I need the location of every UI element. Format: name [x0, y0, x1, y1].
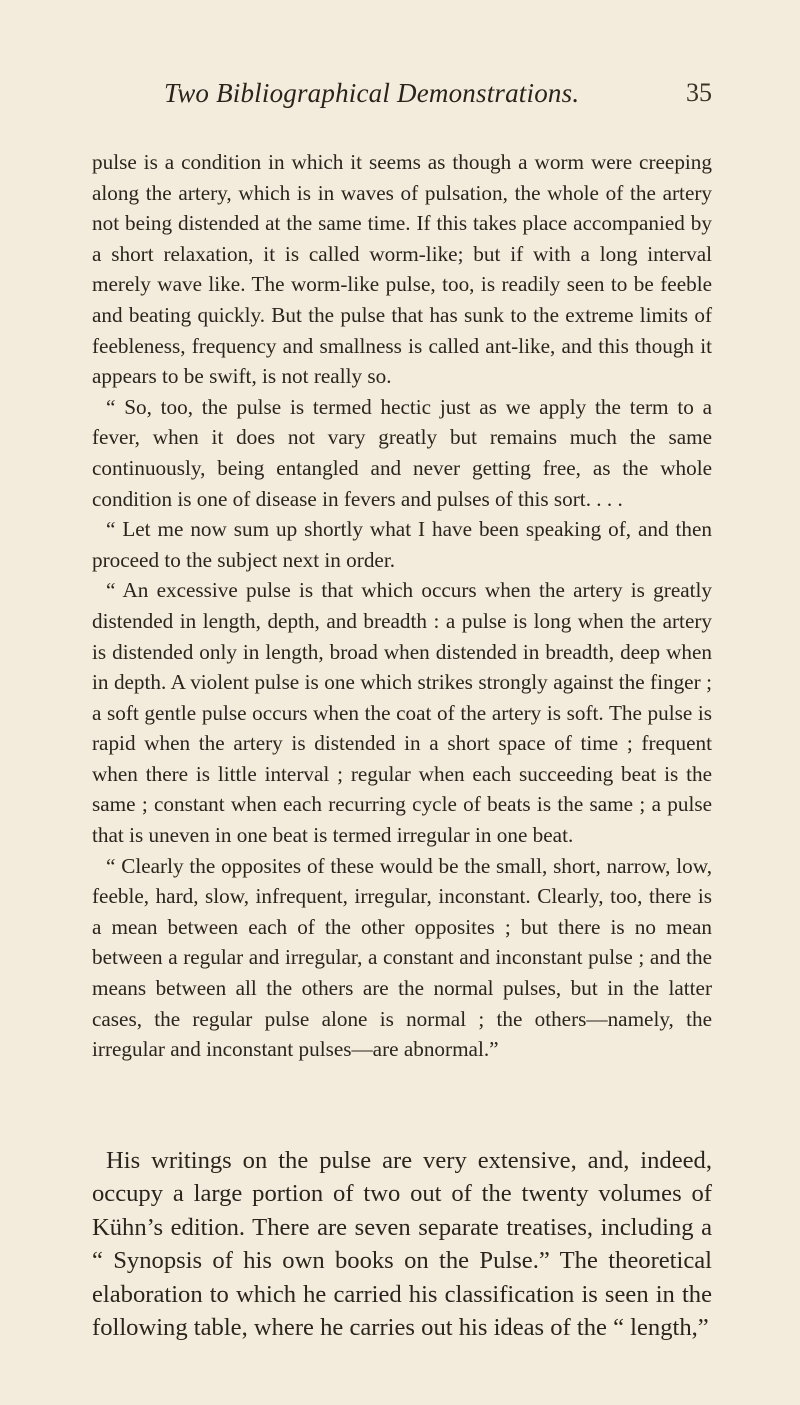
- quoted-passage: [92, 147, 712, 1065]
- body-text: [92, 1144, 712, 1344]
- running-head: [92, 78, 712, 118]
- quote-paragraph: “ Clearly the opposites of these would be the small, short, narrow, low, feeble, hard, slow, infrequent, irregular, inconstant. Clearly, too, there is a mean between each of the other opposites ; but there is no mean between a regular and irregular, a constant and inconstant pulse ; and the means between all the others are the normal pulses, but in the latter cases, the regular pulse alone is normal ; the others—namely, the irregular and inconstant pulses—are abnormal.”: [92, 853, 712, 1062]
- running-title: Two Bibliographical Demonstrations.: [164, 78, 580, 108]
- quote-paragraph: “ An excessive pulse is that which occurs when the artery is greatly distended in length, depth, and breadth : a pulse is long when the artery is distended only in length, broad when distended in breadth, deep when in depth. A violent pulse is one which strikes strongly against the finger ; a soft gentle pulse occurs when the coat of the artery is soft. The pulse is rapid when the artery is distended in a short space of time ; frequent when there is little interval ; regular when each succeeding beat is the same ; constant when each recurring cycle of beats is the same ; a pulse that is uneven in one beat is termed irregular in one beat.: [92, 578, 712, 848]
- quote-paragraph: “ So, too, the pulse is termed hectic just as we apply the term to a fever, when it does not vary greatly but remains much the same continuously, being entangled and never getting free, as the whole condition is one of disease in fevers and pulses of this sort. . . .: [92, 394, 712, 511]
- quote-paragraph: “ Let me now sum up shortly what I have been speaking of, and then proceed to the subject next in order.: [92, 517, 712, 572]
- page-number: 35: [686, 78, 712, 107]
- quote-paragraph: pulse is a condition in which it seems as though a worm were creeping along the artery, which is in waves of pulsation, the whole of the artery not being distended at the same time. If this takes place accompanied by a short relaxation, it is called worm-like; but if with a long interval merely wave like. The worm-like pulse, too, is readily seen to be feeble and beating quickly. But the pulse that has sunk to the extreme limits of feebleness, frequency and smallness is called ant-like, and this though it appears to be swift, is not really so.: [92, 150, 712, 389]
- body-paragraph: His writings on the pulse are very extensive, and, indeed, occupy a large portion of two out of the twenty volumes of Kühn’s edition. There are seven separate treatises, including a “ Synopsis of his own books on the Pulse.” The theoretical elaboration to which he carried his classification is seen in the following table, where he carries out his ideas of the “ length,”: [92, 1147, 712, 1342]
